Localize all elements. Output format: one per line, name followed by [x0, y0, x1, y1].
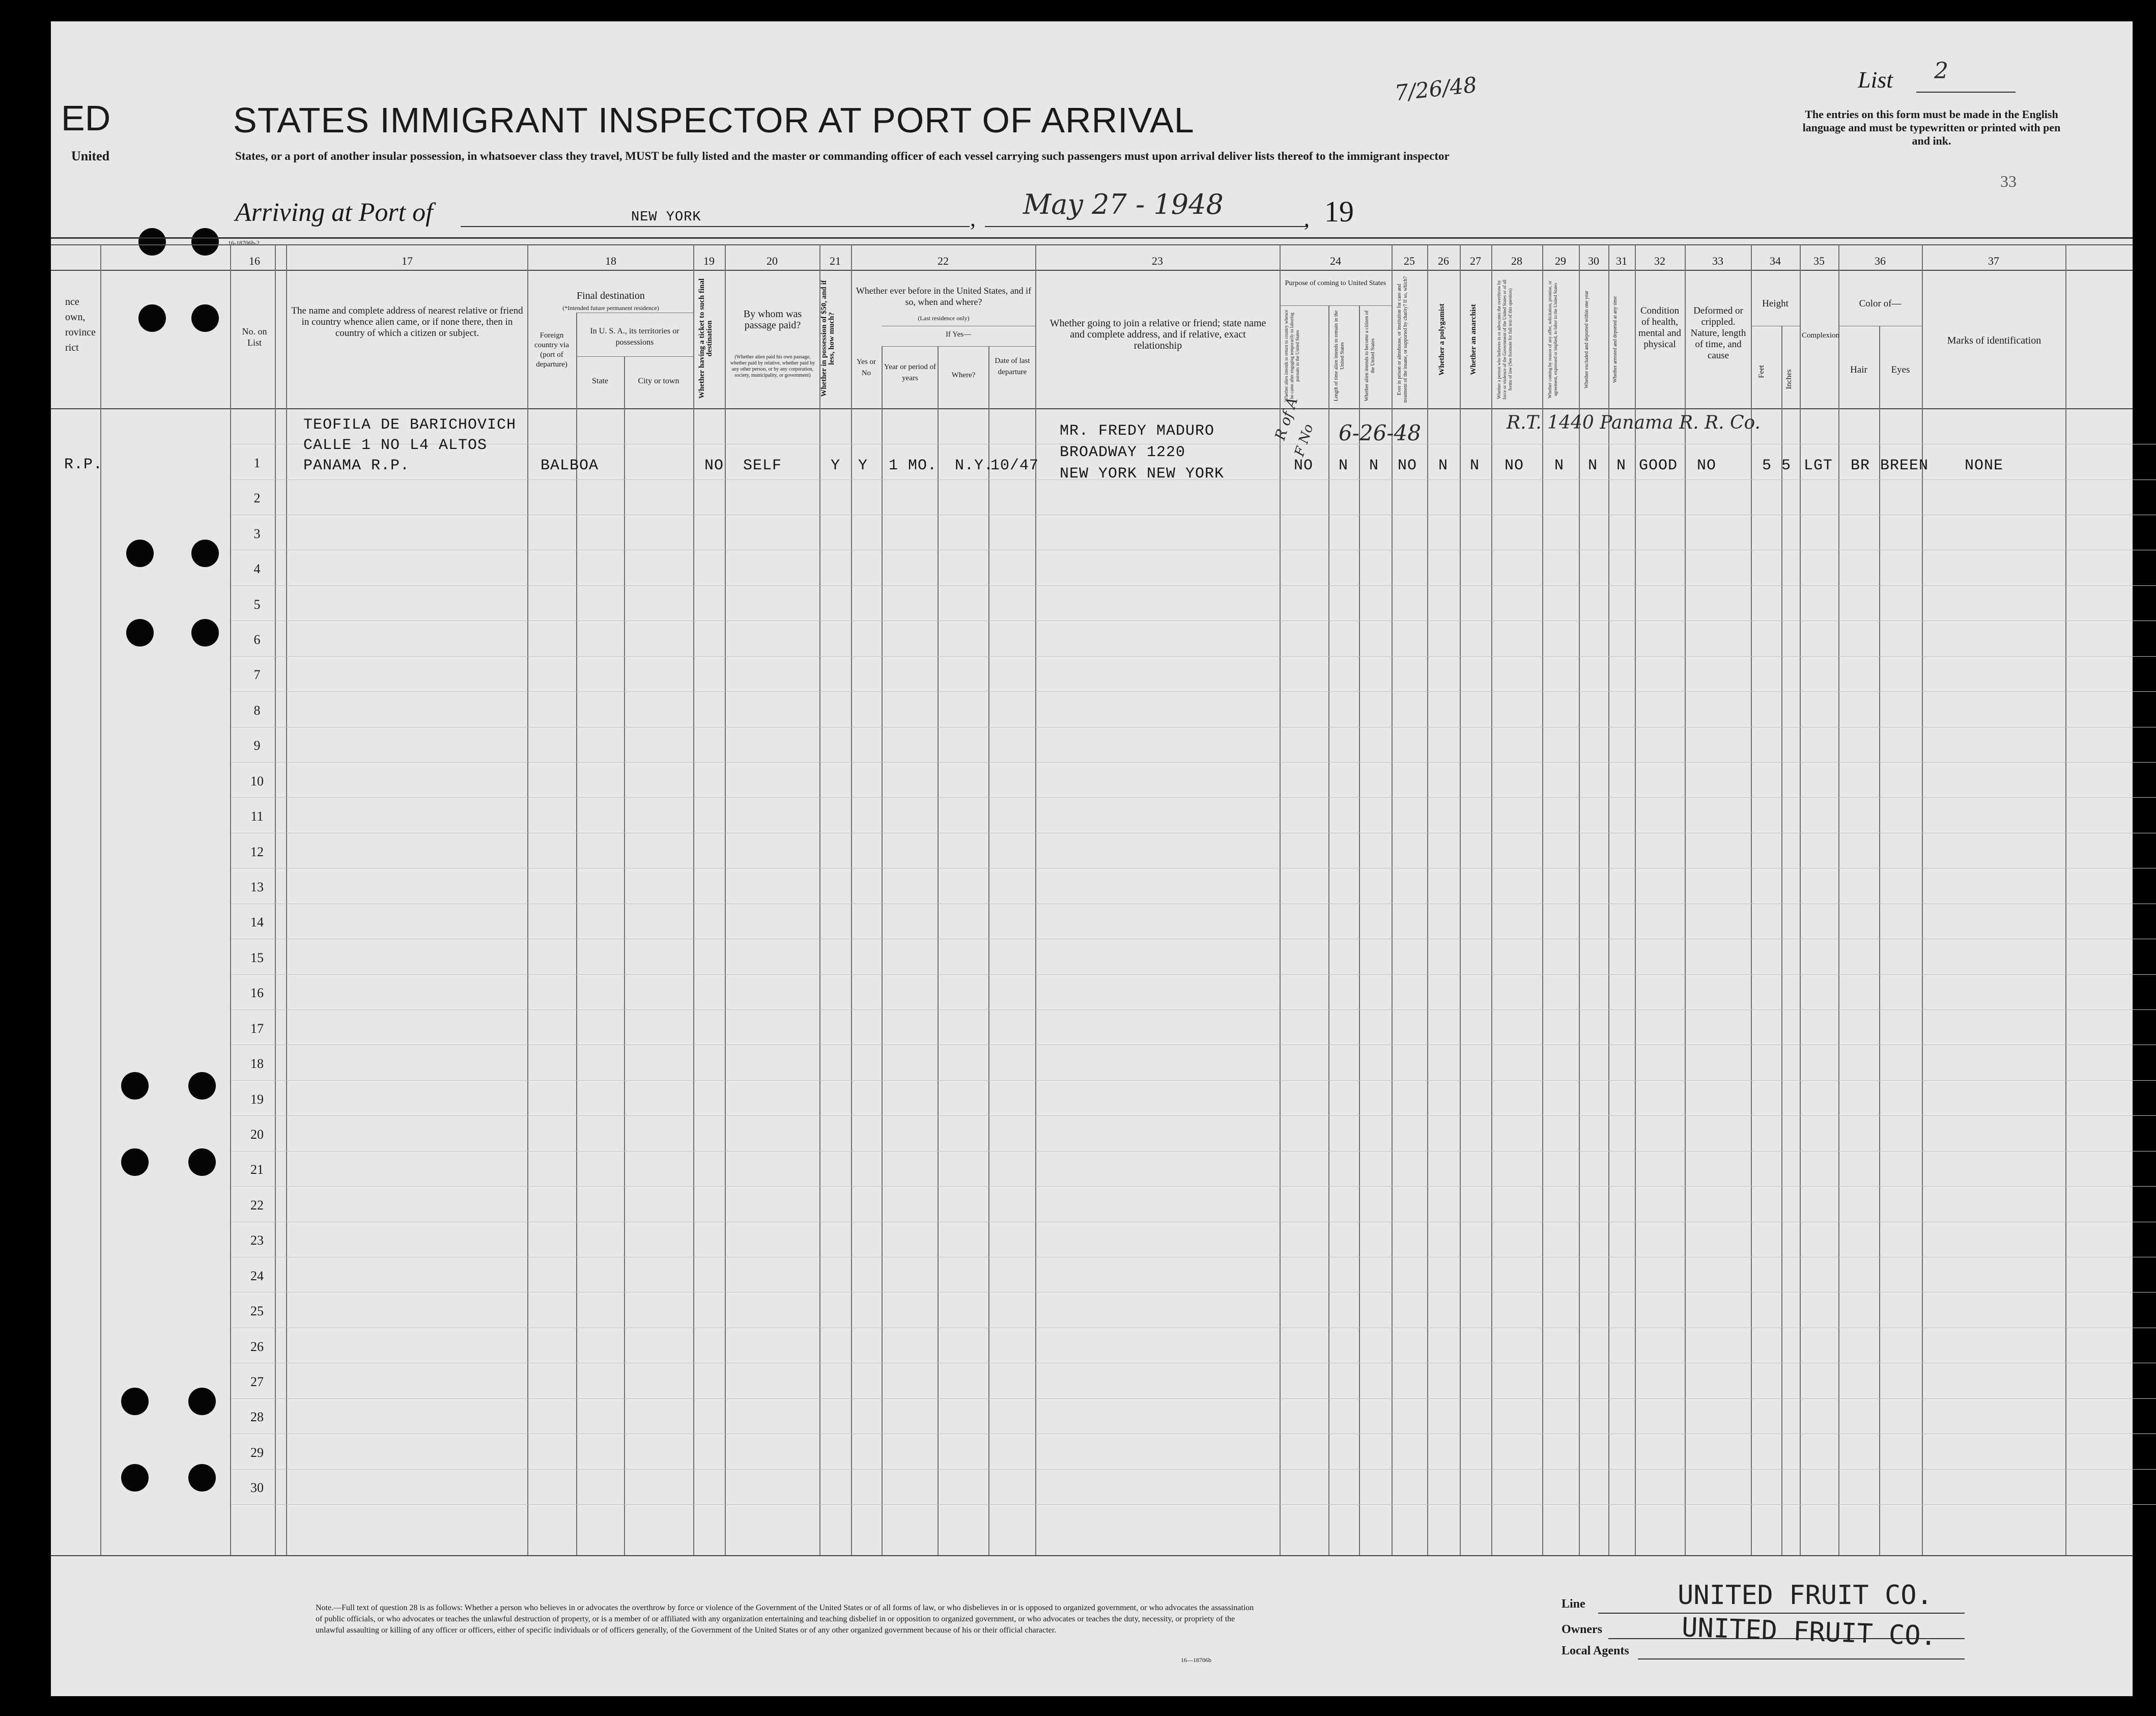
- header-city: City or town: [638, 377, 679, 385]
- column-rule: [882, 346, 883, 1555]
- hair-value: BR: [1851, 457, 1870, 474]
- left-fragment-entry: R.P.: [64, 456, 103, 473]
- row-line: [232, 1504, 2156, 1505]
- header-no-on-list: No. on List: [242, 326, 267, 348]
- local-agents-underline: [1638, 1658, 1965, 1659]
- list-number: 2: [1934, 58, 1948, 84]
- left-edge-subtitle-fragment: United: [71, 149, 110, 163]
- join-line-2: BROADWAY 1220: [1060, 444, 1186, 461]
- column-number: 22: [938, 255, 949, 267]
- return-intent-value: NO: [1294, 457, 1314, 474]
- header-arrested: Whether arrested and deported at any time: [1612, 296, 1618, 383]
- fifty-dollars-value: Y: [831, 457, 841, 474]
- row-number: 14: [250, 915, 264, 930]
- last-departure-value: 10/47: [990, 457, 1039, 474]
- header-hair: Hair: [1850, 364, 1867, 375]
- row-number: 8: [253, 703, 261, 718]
- column-rule: [819, 244, 820, 1555]
- header-purpose-citizen: Whether alien intends to become a citizen of the United States: [1364, 310, 1376, 402]
- list-underline: [1916, 92, 2016, 93]
- punch-hole: [121, 1072, 149, 1100]
- column-number: 31: [1616, 255, 1627, 267]
- column-rule: [1579, 244, 1580, 1555]
- column-number: 24: [1330, 255, 1341, 267]
- owners-label: Owners: [1562, 1623, 1602, 1636]
- height-inches-value: 5: [1781, 457, 1792, 474]
- column-rule: [1751, 244, 1752, 1555]
- punch-hole: [126, 540, 154, 567]
- row-line: [232, 1469, 2156, 1470]
- punch-hole: [188, 1464, 216, 1492]
- form-instructions: The entries on this form must be made in the English language and must be typewritten or printed with pen and ink.: [1802, 108, 2061, 147]
- handwritten-date-top: 7/26/48: [1393, 72, 1479, 106]
- excluded-value: N: [1588, 457, 1598, 474]
- column-number: 33: [1712, 255, 1723, 267]
- header-purpose-length: Length of time alien intends to remain in the United States: [1334, 310, 1345, 402]
- local-agents-label: Local Agents: [1562, 1644, 1629, 1657]
- left-fragment: rovince: [65, 327, 96, 338]
- header-ever-before: Whether ever before in the United States, and if so, when and where?: [856, 286, 1032, 307]
- column-rule: [1491, 244, 1492, 1555]
- row-number: 6: [253, 632, 261, 647]
- column-number: 18: [605, 255, 616, 267]
- row-number: 22: [250, 1198, 264, 1213]
- column-rule: [1427, 244, 1428, 1555]
- column-number: 29: [1555, 255, 1566, 267]
- column-number: 23: [1152, 255, 1163, 267]
- row-number: 3: [253, 526, 261, 541]
- column-rule: [1359, 305, 1360, 1555]
- column-rule: [1800, 244, 1801, 1555]
- list-label: List: [1858, 67, 1893, 93]
- column-rule: [286, 244, 287, 1555]
- row-line: [232, 1186, 2156, 1187]
- punch-hole: [138, 228, 166, 256]
- header-yes-no: Yes or No: [856, 358, 876, 377]
- column-number: 30: [1588, 255, 1599, 267]
- page-title: STATES IMMIGRANT INSPECTOR AT PORT OF ARRIVAL: [233, 100, 1195, 140]
- table-bottom-rule: [51, 1555, 2133, 1556]
- anarchist-value: N: [1470, 457, 1480, 474]
- header-anarchist: Whether an anarchist: [1469, 304, 1478, 375]
- column-number: 20: [767, 255, 778, 267]
- row-number: 2: [253, 491, 261, 505]
- row-line: [232, 656, 2156, 657]
- header-eyes: Eyes: [1891, 364, 1910, 375]
- line-stamp: UNITED FRUIT CO.: [1678, 1580, 1933, 1611]
- row-number: 20: [250, 1127, 264, 1142]
- header-foreign-port: Foreign country via (port of departure): [534, 331, 569, 369]
- column-number: 32: [1654, 255, 1665, 267]
- row-number: 12: [250, 845, 264, 859]
- header-usa: In U. S. A., its territories or possessions: [590, 327, 679, 347]
- column-number: 17: [402, 255, 413, 267]
- row-line: [232, 1433, 2156, 1434]
- column-rule: [988, 346, 989, 1555]
- header-polygamist: Whether a polygamist: [1438, 303, 1446, 376]
- row-line: [232, 1398, 2156, 1399]
- row-number: 26: [250, 1339, 264, 1354]
- join-line-1: MR. FREDY MADURO: [1060, 423, 1215, 440]
- arrival-date: May 27 - 1948: [1023, 188, 1224, 220]
- header-overthrow: Whether a person who believes in or advocates the overthrow by force or violence of the Government of the United States or of all forms of law (See footnote for full text of this question): [1496, 279, 1513, 400]
- header-purpose-return: Whether alien intends to return to country whence he came after engaging temporarily in laboring pursuits in the United States: [1284, 310, 1300, 402]
- row-number: 5: [253, 597, 261, 612]
- column-rule: [1608, 244, 1609, 1555]
- punch-hole: [126, 619, 154, 646]
- column-rule: [2065, 244, 2066, 1555]
- line-label: Line: [1562, 1597, 1585, 1611]
- header-fifty-dollars: Whether in possession of $50, and if less, how much?: [820, 280, 836, 397]
- column-rule: [100, 244, 101, 1555]
- header-where: Where?: [951, 371, 976, 379]
- column-number: 25: [1404, 255, 1415, 267]
- column-rule: [1685, 244, 1686, 1555]
- punch-hole: [121, 1464, 149, 1492]
- column-rule: [1879, 326, 1880, 1555]
- comma-separator: ,: [970, 206, 976, 231]
- header-final-destination-sub: (*Intended future permanent residence): [562, 304, 659, 312]
- punch-hole: [191, 228, 219, 256]
- handwritten-annotation: 6-26-48: [1339, 420, 1421, 445]
- column-number: 27: [1470, 255, 1481, 267]
- year-prefix: 19: [1324, 195, 1354, 228]
- header-last-residence: (Last residence only): [918, 315, 970, 322]
- punch-hole: [121, 1148, 149, 1176]
- column-number: 16: [249, 255, 260, 267]
- page-number: 33: [2000, 172, 2017, 190]
- punch-hole: [188, 1072, 216, 1100]
- row-line: [232, 691, 2156, 692]
- header-deformed: Deformed or crippled. Nature, length of time, and cause: [1690, 305, 1746, 361]
- arrested-value: N: [1616, 457, 1627, 474]
- row-line: [232, 1009, 2156, 1010]
- row-number: 27: [250, 1374, 264, 1389]
- height-feet-value: 5: [1762, 457, 1772, 474]
- header-subrule: [1280, 305, 1392, 306]
- relative-line-3: PANAMA R.P.: [303, 457, 410, 474]
- header-purpose: Purpose of coming to United States: [1285, 279, 1386, 287]
- row-number: 24: [250, 1269, 264, 1283]
- handwritten-annotation: R.T. 1440 Panama R. R. Co.: [1507, 412, 1761, 433]
- health-value: GOOD: [1639, 457, 1678, 474]
- column-rule: [576, 313, 577, 1555]
- arriving-label: Arriving at Port of: [235, 198, 433, 227]
- header-marks: Marks of identification: [1947, 335, 2041, 346]
- owners-stamp: UNITED FRUIT CO.: [1681, 1612, 1937, 1652]
- row-number: 16: [250, 986, 264, 1000]
- header-final-destination: Final destination: [577, 290, 645, 301]
- column-rule: [1328, 305, 1329, 1555]
- left-column-fragments: [65, 294, 96, 355]
- header-offer: Whether coming by reason of any offer, solicitation, promise, or agreement, expressed or implied, to labor in the United States: [1547, 280, 1558, 399]
- punch-hole: [191, 304, 219, 332]
- port-underline: [461, 226, 970, 227]
- row-number: 18: [250, 1056, 264, 1071]
- left-fragment: nce: [65, 296, 79, 307]
- column-number: 28: [1511, 255, 1522, 267]
- left-edge-title-fragment: ED: [61, 98, 111, 138]
- header-date-departure: Date of last departure: [995, 357, 1030, 376]
- row-line: [232, 585, 2156, 586]
- column-number: 26: [1438, 255, 1449, 267]
- header-state: State: [592, 377, 608, 385]
- header-bottom-rule: [51, 408, 2133, 409]
- left-fragment: rict: [65, 342, 79, 353]
- ticket-value: NO: [704, 457, 724, 474]
- header-relative-address: The name and complete address of nearest relative or friend in country whence alien came, or if none there, then in country of which a citizen or subject.: [291, 305, 523, 339]
- column-rule: [1460, 244, 1461, 1555]
- header-inches: Inches: [1785, 369, 1793, 389]
- header-height: Height: [1762, 298, 1789, 309]
- form-code-left: 16-18706b-2: [228, 239, 260, 246]
- row-number: 1: [253, 456, 261, 470]
- row-line: [232, 974, 2156, 975]
- punch-hole: [188, 1388, 216, 1415]
- column-number: 19: [703, 255, 715, 267]
- header-ticket: Whether having a ticket to such final destination: [698, 278, 714, 399]
- header-excluded: Whether excluded and deported within one year: [1584, 290, 1590, 389]
- join-line-3: NEW YORK NEW YORK: [1060, 465, 1225, 483]
- overthrow-value: NO: [1505, 457, 1524, 474]
- line-underline: [1598, 1613, 1965, 1614]
- passage-paid-value: SELF: [743, 457, 782, 474]
- length-stay-value: N: [1339, 457, 1349, 474]
- column-number-rule: [51, 244, 2133, 245]
- column-number: 21: [830, 255, 841, 267]
- period-value: 1 MO.: [889, 457, 938, 474]
- row-number: 11: [250, 809, 264, 824]
- polygamist-value: N: [1438, 457, 1449, 474]
- row-number: 10: [250, 774, 264, 789]
- row-number: 21: [250, 1162, 264, 1177]
- header-color: Color of—: [1859, 298, 1902, 309]
- row-number: 29: [250, 1445, 264, 1460]
- prison-value: NO: [1398, 457, 1417, 474]
- column-number: 36: [1875, 255, 1886, 267]
- column-rule: [275, 244, 276, 1555]
- page-subtitle: States, or a port of another insular possession, in whatsoever class they travel, MUST be fully listed and the master or commanding officer of each vessel carrying such passengers must upon arrival deliver lists thereof to the immigrant inspector: [235, 150, 1450, 162]
- row-line: [232, 762, 2156, 763]
- handwritten-annotation: R of A: [1271, 395, 1301, 442]
- column-rule: [1542, 244, 1543, 1555]
- header-health: Condition of health, mental and physical: [1638, 305, 1681, 350]
- row-number: 15: [250, 950, 264, 965]
- foreign-port-value: BALBOA: [541, 457, 599, 474]
- manifest-sheet: [51, 21, 2133, 1696]
- port-value: NEW YORK: [631, 210, 701, 225]
- column-rule: [938, 346, 939, 1555]
- column-rule: [1781, 326, 1782, 1555]
- eyes-value: BREEN: [1880, 457, 1929, 474]
- column-rule: [725, 244, 726, 1555]
- punch-hole: [191, 540, 219, 567]
- column-rule: [624, 356, 625, 1555]
- column-rule: [851, 244, 852, 1555]
- where-value: N.Y.: [955, 457, 994, 474]
- column-rule: [527, 244, 528, 1555]
- left-fragment: own,: [65, 312, 86, 323]
- punch-hole: [138, 304, 166, 332]
- row-line: [232, 1115, 2156, 1116]
- offer-value: N: [1554, 457, 1565, 474]
- punch-hole: [121, 1388, 149, 1415]
- row-number: 4: [253, 561, 261, 576]
- header-if-yes: If Yes—: [945, 330, 971, 339]
- header-join-relative: Whether going to join a relative or friend; state name and complete address, and if relative, exact relationship: [1049, 318, 1266, 351]
- table-top-rule: [51, 237, 2133, 239]
- row-number: 25: [250, 1304, 264, 1318]
- header-passage-paid-sub: (Whether alien paid his own passage, whether paid by relative, whether paid by any other person, or by any corporation, society, municipality, or government): [730, 354, 815, 378]
- handwritten-annotation: F No: [1292, 422, 1317, 459]
- column-rule: [1922, 244, 1923, 1555]
- date-underline: [985, 226, 1308, 227]
- row-number: 28: [250, 1410, 264, 1424]
- punch-hole: [188, 1148, 216, 1176]
- comma-separator: ,: [1304, 206, 1310, 231]
- column-rule: [230, 244, 231, 1555]
- column-rule: [693, 244, 694, 1555]
- row-number: 19: [250, 1092, 264, 1107]
- row-line: [232, 1080, 2156, 1081]
- column-rule: [1635, 244, 1636, 1555]
- complexion-value: LGT: [1804, 457, 1833, 474]
- column-rule: [1035, 244, 1036, 1555]
- row-number: 23: [250, 1233, 264, 1248]
- column-number: 35: [1813, 255, 1825, 267]
- become-citizen-value: N: [1369, 457, 1379, 474]
- row-number: 7: [253, 667, 261, 682]
- row-line: [232, 797, 2156, 798]
- header-period: Year or period of years: [884, 363, 937, 382]
- relative-line-1: TEOFILA DE BARICHOVICH: [303, 416, 517, 434]
- before-yes-no-value: Y: [858, 457, 868, 474]
- row-number: 9: [253, 738, 261, 753]
- marks-value: NONE: [1965, 457, 2004, 474]
- column-rule: [1280, 244, 1281, 1555]
- footnote: Note.—Full text of question 28 is as follows: Whether a person who believes in or advocates the overthrow by force or violence of the Government of the United States or of all forms of law, or who disbelieves in or is opposed to organized government, or who advocates the assassination of public officials, or who advocates or teaches the unlawful destruction of property, or is a member of or affiliated with any organization entertaining and teaching disbelief in or opposition to organized government, or who advocates or teaches the duty, necessity, or propriety of the unlawful assaulting or killing of any officer or officers, either of specific individuals or of officers generally, of the Government of the United States or of any other organized government because of his or their official character.: [316, 1604, 1254, 1635]
- relative-line-2: CALLE 1 NO L4 ALTOS: [303, 437, 488, 454]
- column-number: 34: [1770, 255, 1781, 267]
- form-code-footer: 16—18706b: [1181, 1656, 1211, 1664]
- row-number: 17: [250, 1021, 264, 1036]
- punch-hole: [191, 619, 219, 646]
- row-number: 30: [250, 1480, 264, 1495]
- header-subrule: [576, 356, 693, 357]
- header-feet: Feet: [1757, 365, 1766, 378]
- header-complexion: Complexion: [1802, 331, 1840, 340]
- header-top-rule: [51, 270, 2133, 271]
- header-subrule: [882, 346, 1035, 347]
- column-number: 37: [1988, 255, 1999, 267]
- column-rule: [1838, 244, 1839, 1555]
- header-passage-paid: By whom was passage paid?: [743, 308, 802, 331]
- header-prison: Ever in prison or almshouse, or institution for care and treatment of the insane, or supported by charity? If so, which?: [1397, 276, 1408, 403]
- deformed-value: NO: [1697, 457, 1717, 474]
- row-number: 13: [250, 880, 264, 894]
